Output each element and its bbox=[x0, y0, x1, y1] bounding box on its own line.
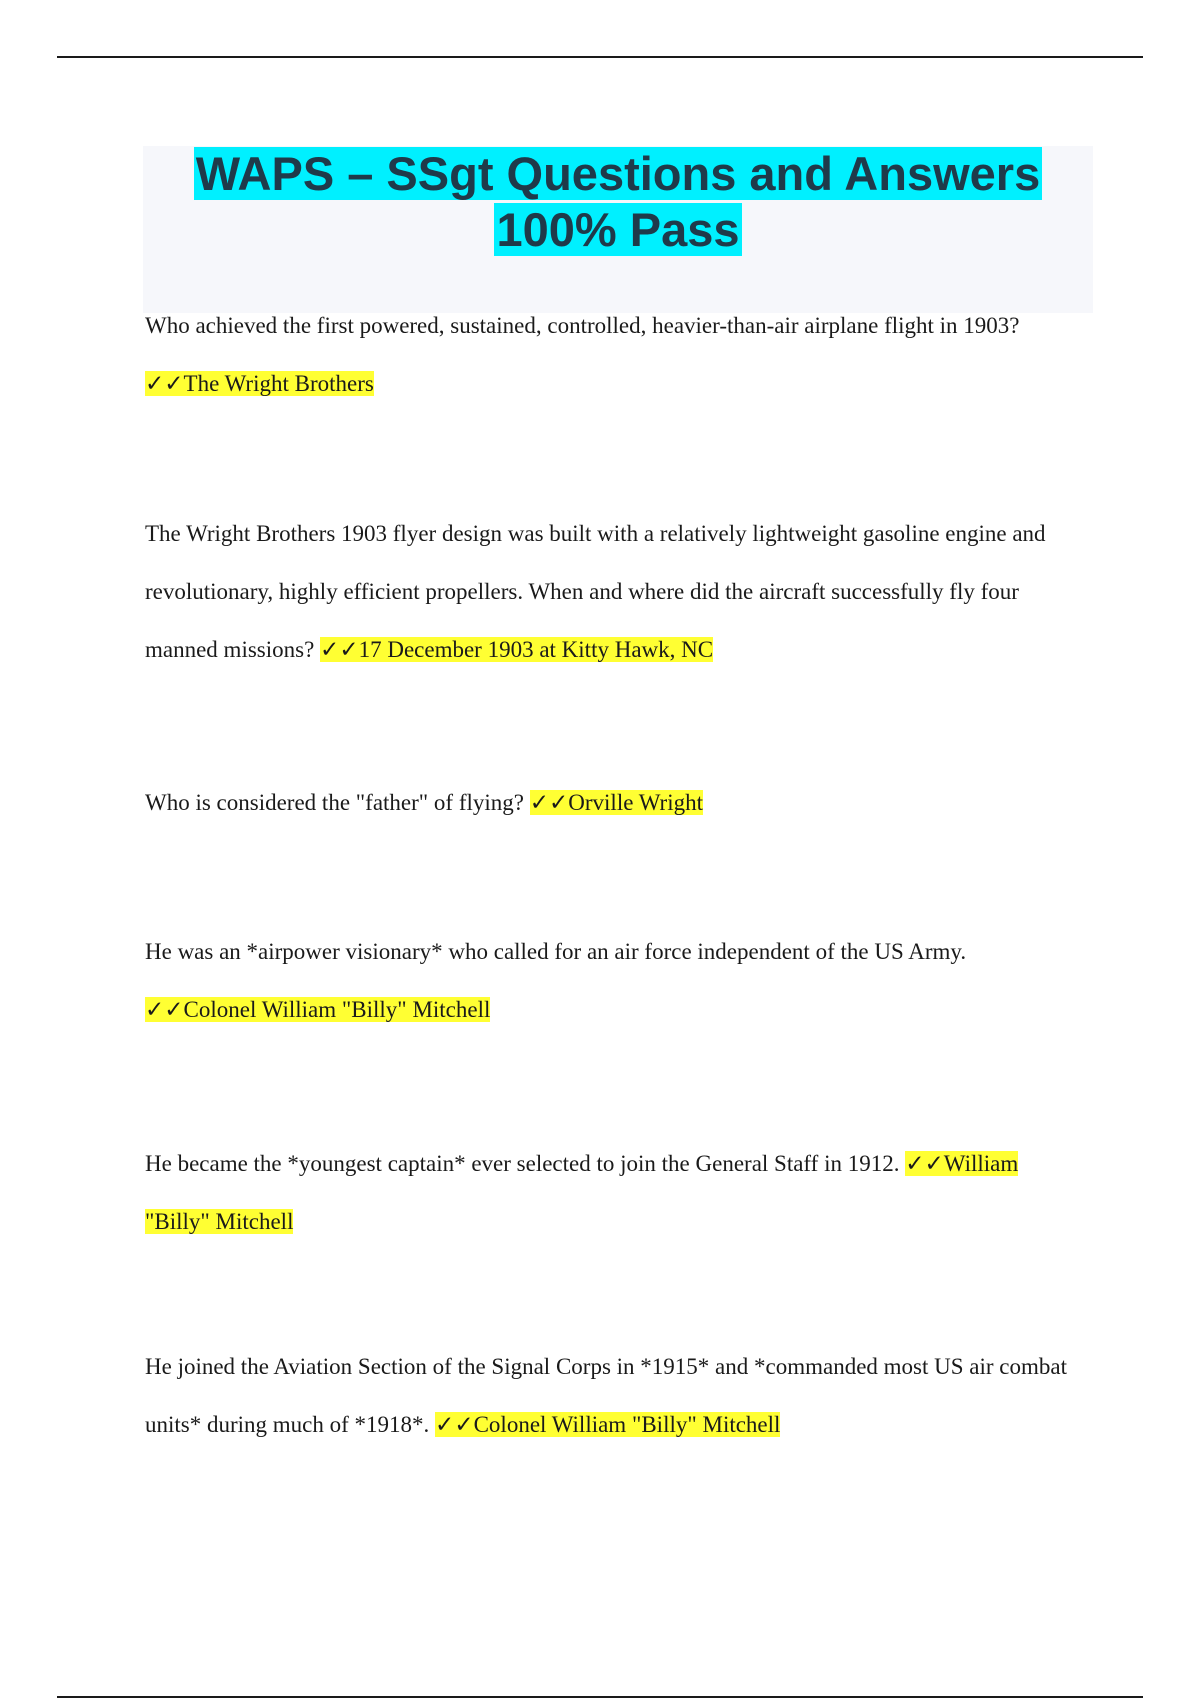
answer-text: ✓✓The Wright Brothers bbox=[145, 371, 374, 396]
question-text: He became the *youngest captain* ever selected to join the General Staff in 1912. bbox=[145, 1151, 900, 1176]
question-text: Who achieved the first powered, sustained, controlled, heavier-than-air airplane flight in 1903? bbox=[145, 313, 1020, 338]
qa-item-3 bbox=[145, 774, 1085, 832]
question-text: The Wright Brothers 1903 flyer design was built with a relatively lightweight gasoline engine and revolutionary, highly efficient propellers. When and where did the aircraft successfully fly four manned missions? bbox=[145, 521, 1046, 662]
question-text: Who is considered the "father" of flying? bbox=[145, 790, 524, 815]
question-text: He was an *airpower visionary* who called for an air force independent of the US Army. bbox=[145, 939, 967, 964]
answer-text: ✓✓William "Billy" Mitchell bbox=[145, 1151, 1019, 1234]
top-rule bbox=[57, 56, 1143, 58]
answer-text: ✓✓17 December 1903 at Kitty Hawk, NC bbox=[320, 637, 714, 662]
qa-item-4 bbox=[145, 923, 1085, 1039]
document-title bbox=[143, 146, 1093, 258]
qa-item-5 bbox=[145, 1135, 1085, 1251]
answer-text: ✓✓Colonel William "Billy" Mitchell bbox=[435, 1412, 781, 1437]
answer-text: ✓✓Orville Wright bbox=[529, 790, 703, 815]
qa-item-2 bbox=[145, 505, 1085, 679]
qa-item-1 bbox=[145, 297, 1085, 413]
title-line-1: WAPS – SSgt Questions and Answers bbox=[195, 147, 1041, 200]
qa-item-6 bbox=[145, 1338, 1085, 1454]
answer-text: ✓✓Colonel William "Billy" Mitchell bbox=[145, 997, 491, 1022]
bottom-rule bbox=[57, 1696, 1143, 1698]
title-line-2: 100% Pass bbox=[496, 203, 740, 256]
question-text: He joined the Aviation Section of the Signal Corps in *1915* and *commanded most US air combat units* during much of *1918*. bbox=[145, 1354, 1067, 1437]
